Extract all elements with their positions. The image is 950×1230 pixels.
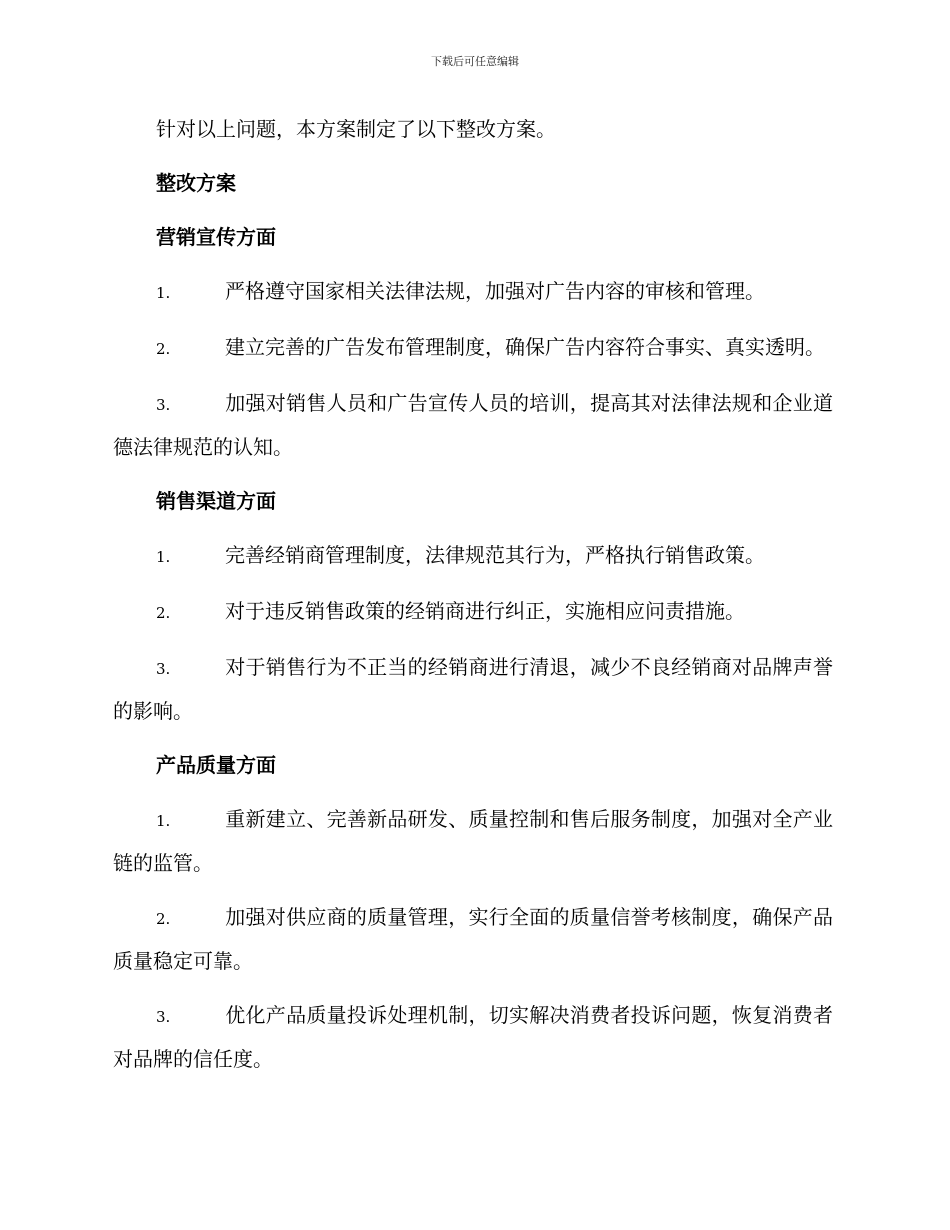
list-item-number: 3. xyxy=(156,396,171,414)
document-body xyxy=(113,108,833,1092)
list-item-text: 加强对供应商的质量管理，实行全面的质量信誉考核制度，确保产品质量稳定可靠。 xyxy=(113,905,833,973)
list-item-number: 1. xyxy=(156,284,171,302)
list-item-number: 3. xyxy=(156,660,171,678)
main-heading: 整改方案 xyxy=(156,171,236,195)
list-item-number: 2. xyxy=(156,340,171,358)
page-header: 下载后可任意编辑 xyxy=(431,55,519,68)
list-item xyxy=(113,326,833,370)
section-heading-product-quality: 产品质量方面 xyxy=(156,753,276,777)
list-item-text: 完善经销商管理制度，法律规范其行为，严格执行销售政策。 xyxy=(225,543,765,567)
list-item xyxy=(113,994,833,1080)
intro-paragraph: 针对以上问题，本方案制定了以下整改方案。 xyxy=(156,117,556,141)
list-item-number: 2. xyxy=(156,604,171,622)
list-item-text: 重新建立、完善新品研发、质量控制和售后服务制度，加强对全产业链的监管。 xyxy=(113,807,833,875)
list-item-text: 建立完善的广告发布管理制度，确保广告内容符合事实、真实透明。 xyxy=(225,335,825,359)
list-item-text: 对于销售行为不正当的经销商进行清退，减少不良经销商对品牌声誉的影响。 xyxy=(113,655,833,723)
list-item xyxy=(113,534,833,578)
list-item-number: 3. xyxy=(156,1008,171,1026)
list-item-number: 1. xyxy=(156,812,171,830)
list-item xyxy=(113,798,833,884)
list-item-number: 1. xyxy=(156,548,171,566)
list-item xyxy=(113,590,833,634)
list-item xyxy=(113,896,833,982)
list-item xyxy=(113,646,833,732)
list-item xyxy=(113,382,833,468)
list-item-number: 2. xyxy=(156,910,171,928)
list-item-text: 对于违反销售政策的经销商进行纠正，实施相应问责措施。 xyxy=(225,599,745,623)
list-item-text: 严格遵守国家相关法律法规，加强对广告内容的审核和管理。 xyxy=(225,279,765,303)
section-heading-sales-channel: 销售渠道方面 xyxy=(156,489,276,513)
list-item-text: 优化产品质量投诉处理机制，切实解决消费者投诉问题，恢复消费者对品牌的信任度。 xyxy=(113,1003,833,1071)
section-heading-marketing: 营销宣传方面 xyxy=(156,225,276,249)
list-item xyxy=(113,270,833,314)
list-item-text: 加强对销售人员和广告宣传人员的培训，提高其对法律法规和企业道德法律规范的认知。 xyxy=(113,391,833,459)
